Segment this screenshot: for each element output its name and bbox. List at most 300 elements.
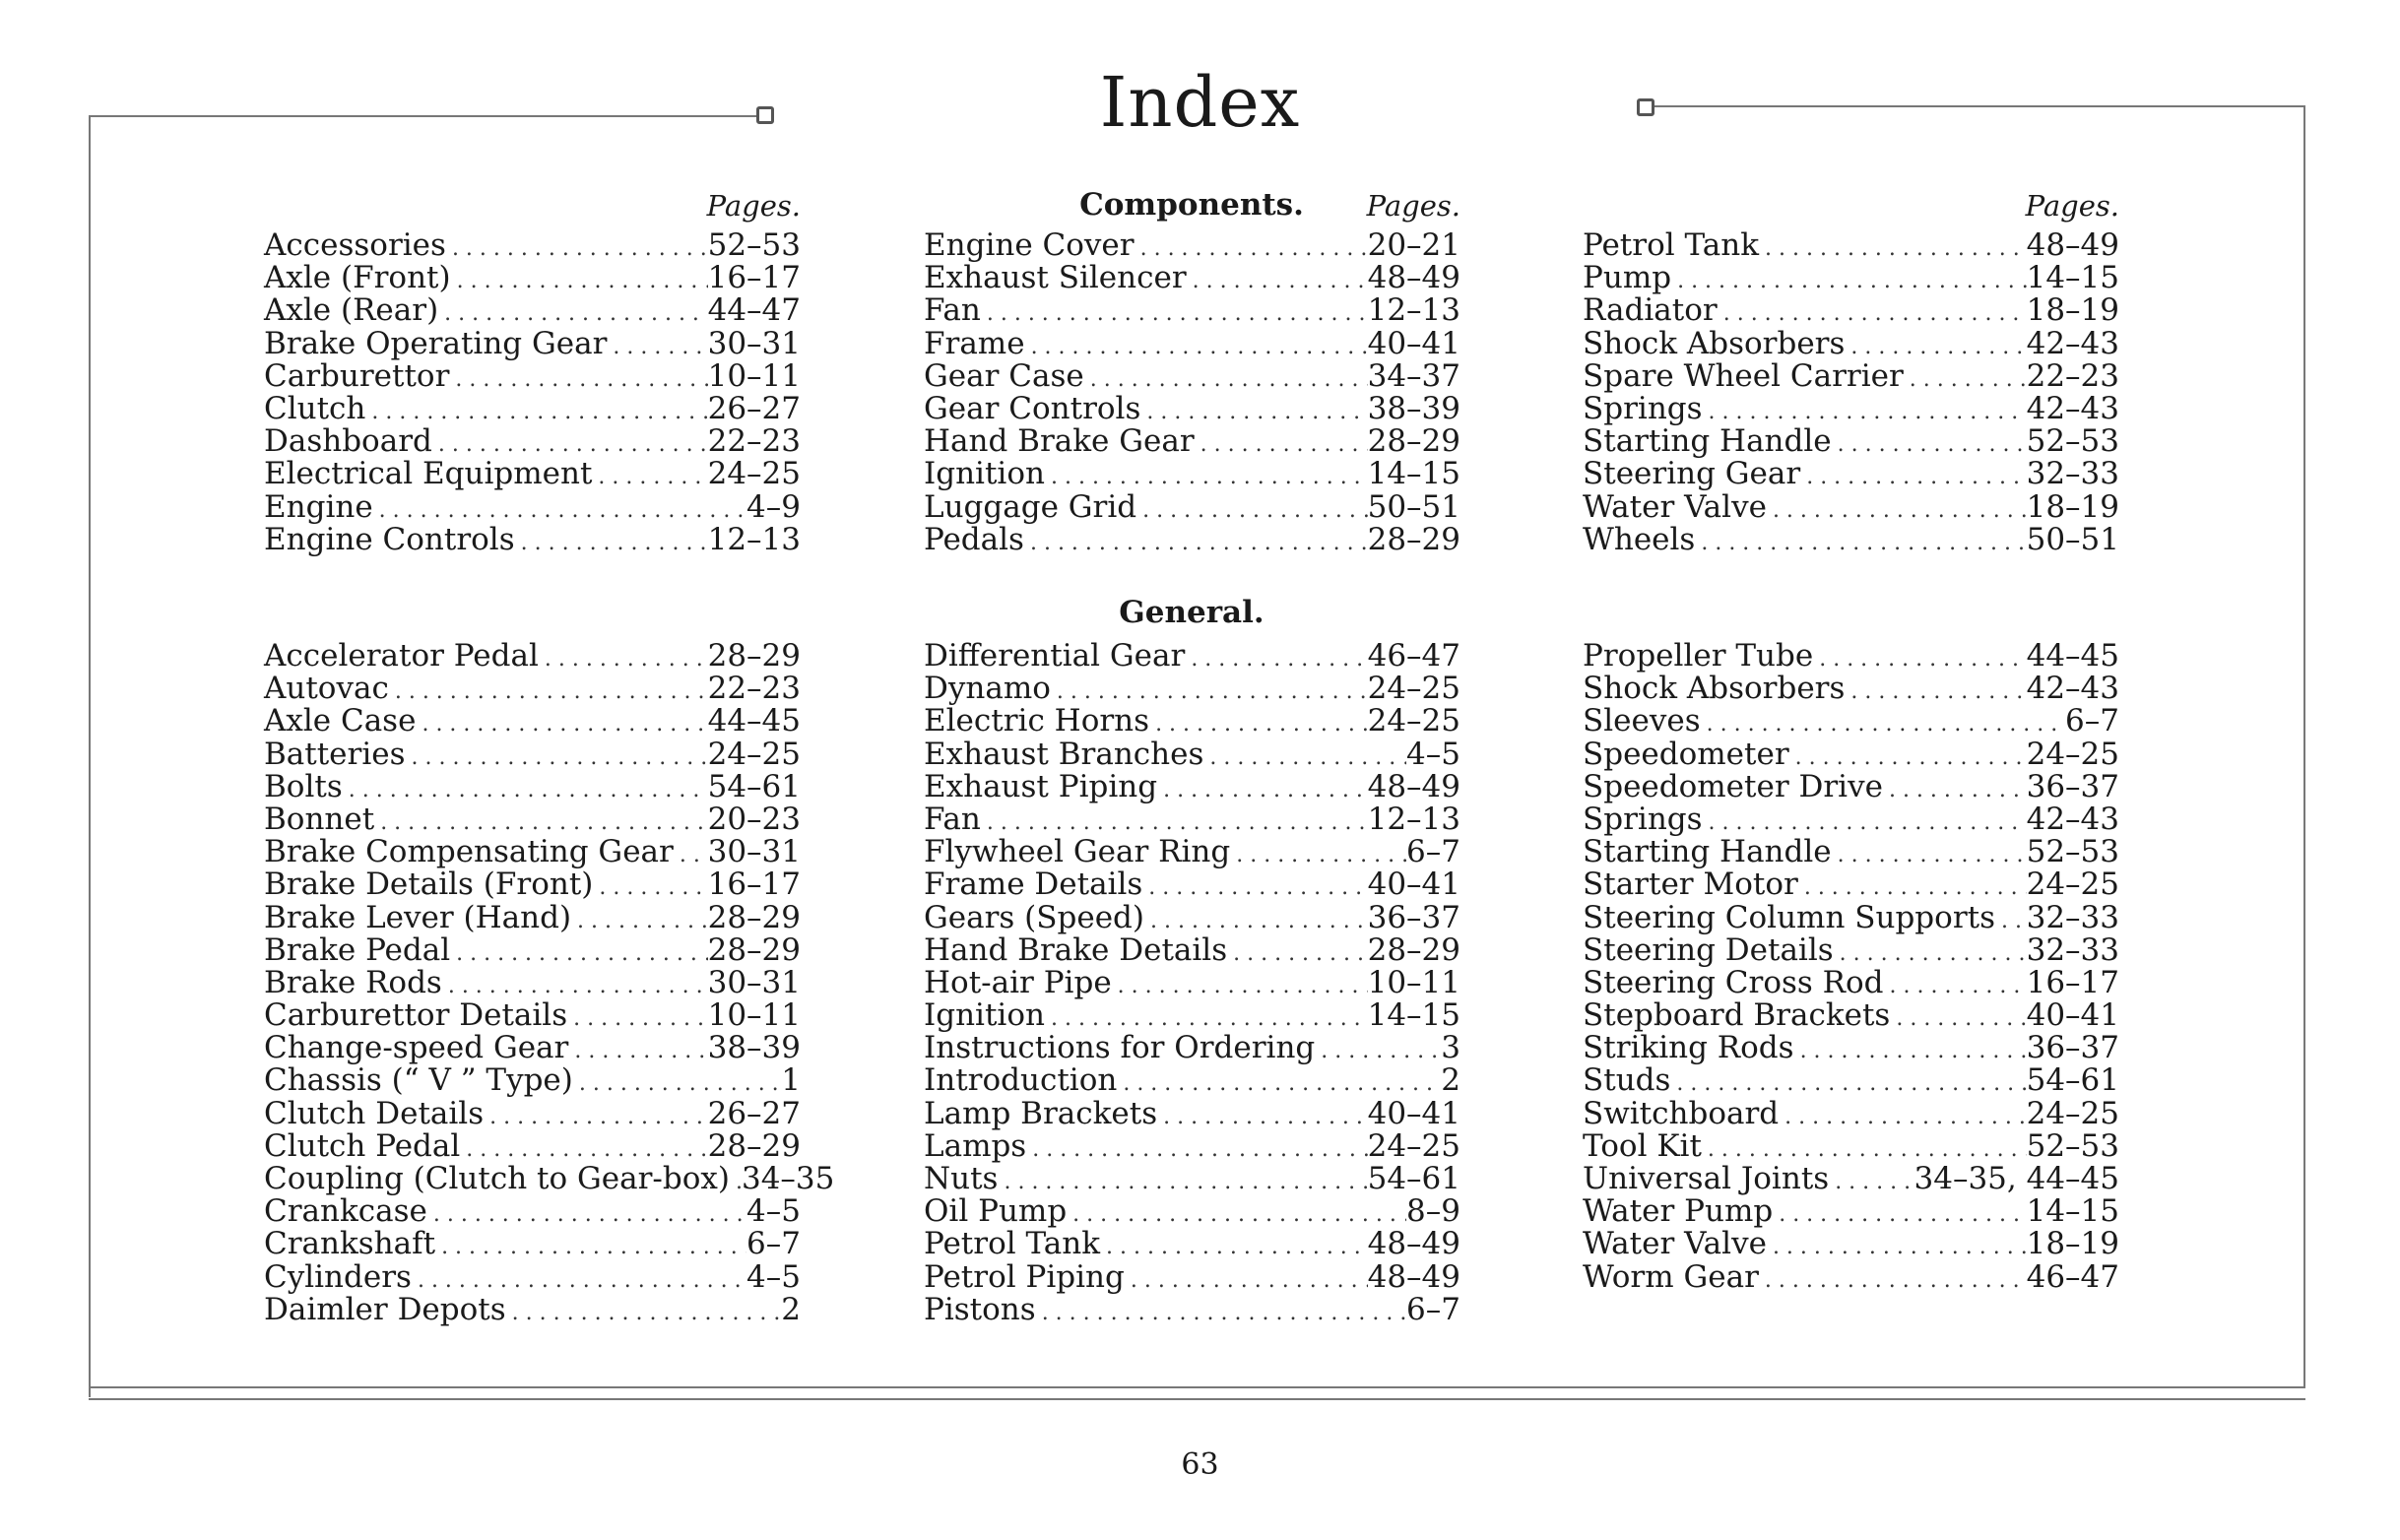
index-entry: [264, 521, 801, 557]
index-entry: [1583, 964, 2119, 1000]
index-entry-label: Springs: [1583, 390, 1703, 426]
index-entry: [1583, 931, 2119, 968]
index-entry-label: Steering Column Supports: [1583, 899, 1995, 935]
index-entry-label: Gear Case: [924, 357, 1084, 394]
index-entry: [924, 999, 1460, 1032]
index-entry-label: Axle (Front): [264, 260, 451, 296]
index-entry: [264, 899, 801, 935]
index-entry: [1583, 229, 2119, 262]
index-entry-pages: 52–53: [2026, 1127, 2119, 1164]
index-entry-pages: 28–29: [707, 899, 801, 935]
index-entry: [924, 899, 1460, 935]
index-entry-label: Propeller Tube: [1583, 638, 1814, 674]
dot-leader: [1142, 871, 1367, 904]
index-entry-label: Pump: [1583, 260, 1672, 296]
index-entry-label: Electrical Equipment: [264, 456, 593, 492]
index-entry-pages: 3: [1441, 1030, 1460, 1066]
index-entry-pages: 36–37: [1367, 899, 1460, 935]
dot-leader: [1884, 970, 2027, 1002]
index-entry: [1583, 1064, 2119, 1097]
index-entry-pages: 26–27: [707, 1095, 801, 1131]
index-entry-label: Hand Brake Gear: [924, 423, 1195, 460]
index-entry-pages: 28–29: [1367, 521, 1460, 557]
index-entry: [1583, 458, 2119, 490]
index-entry-pages: 38–39: [1367, 390, 1460, 426]
index-entry-label: Worm Gear: [1583, 1258, 1759, 1295]
index-entry: [264, 868, 801, 901]
index-entry-pages: 16–17: [707, 866, 801, 903]
index-entry: [264, 803, 801, 836]
index-entry-label: Studs: [1583, 1062, 1671, 1099]
index-entry: [264, 964, 801, 1000]
frame-top-left-rule: [89, 115, 756, 117]
index-entry-label: Differential Gear: [924, 638, 1186, 674]
index-entry: [1583, 1032, 2119, 1064]
dot-leader: [1832, 839, 2027, 871]
dot-leader: [539, 643, 708, 675]
index-entry: [924, 1064, 1460, 1097]
index-entry: [924, 425, 1460, 458]
index-entry: [1583, 1258, 2119, 1295]
dot-leader: [1759, 232, 2027, 265]
index-entry-pages: 48–49: [1367, 260, 1460, 296]
dot-leader: [449, 363, 707, 396]
dot-leader: [1995, 905, 2027, 937]
index-entry-label: Bolts: [264, 768, 343, 804]
index-entry: [264, 1161, 835, 1196]
dot-leader: [1157, 774, 1368, 806]
index-entry: [924, 640, 1460, 673]
index-entry-pages: 24–25: [707, 456, 801, 492]
index-entry-label: Electric Horns: [924, 703, 1150, 739]
index-entry-label: Batteries: [264, 736, 406, 772]
index-entry-pages: 20–23: [707, 801, 801, 837]
index-entry-pages: 6–7: [746, 1226, 801, 1262]
index-entry-pages: 42–43: [2026, 390, 2119, 426]
index-entry-pages: 28–29: [1367, 931, 1460, 968]
index-entry: [1583, 294, 2119, 327]
index-entry-label: Brake Operating Gear: [264, 325, 608, 361]
dot-leader: [451, 265, 708, 297]
index-entry: [264, 294, 801, 327]
index-entry-pages: 22–23: [2026, 357, 2119, 394]
index-entry-pages: 34–35: [741, 1161, 835, 1196]
frame-top-right-rule: [1651, 105, 2305, 107]
index-entry-pages: 28–29: [707, 931, 801, 968]
index-entry: [924, 868, 1460, 901]
index-entry-pages: 24–25: [2026, 736, 2119, 772]
dot-leader: [1100, 1231, 1368, 1263]
index-entry-label: Frame Details: [924, 866, 1143, 903]
dot-leader: [1187, 265, 1368, 297]
index-entry: [924, 1127, 1460, 1164]
index-entry: [1583, 999, 2119, 1032]
index-entry: [1583, 357, 2119, 394]
dot-leader: [435, 1231, 746, 1263]
index-entry-label: Wheels: [1583, 521, 1696, 557]
index-entry-label: Stepboard Brackets: [1583, 997, 1891, 1034]
index-entry-label: Steering Details: [1583, 931, 1834, 968]
index-entry-label: Brake Pedal: [264, 931, 451, 968]
index-entry: [924, 357, 1460, 394]
index-entry-pages: 26–27: [707, 390, 801, 426]
index-entry-label: Brake Details (Front): [264, 866, 594, 903]
index-entry-label: Dynamo: [924, 671, 1051, 707]
index-entry-pages: 40–41: [1367, 866, 1460, 903]
dot-leader: [1759, 1264, 2027, 1297]
index-entry: [924, 1258, 1460, 1295]
components-list-col1: [264, 229, 801, 556]
index-entry-pages: 48–49: [1367, 768, 1460, 804]
dot-leader: [1890, 1002, 2026, 1035]
section-heading-components: Components.: [1079, 187, 1304, 223]
dot-leader: [1845, 675, 2026, 708]
index-entry-pages: 54–61: [707, 768, 801, 804]
index-entry: [1583, 768, 2119, 804]
index-entry-label: Petrol Tank: [1583, 227, 1760, 263]
index-entry: [264, 705, 801, 738]
index-entry-pages: 32–33: [2026, 931, 2119, 968]
index-entry-pages: 28–29: [1367, 423, 1460, 460]
index-entry-label: Speedometer Drive: [1583, 768, 1883, 804]
index-entry: [264, 458, 801, 490]
index-entry-label: Cylinders: [264, 1258, 412, 1295]
index-entry-pages: 28–29: [707, 638, 801, 674]
index-entry-pages: 40–41: [1367, 325, 1460, 361]
index-entry-pages: 22–23: [707, 671, 801, 707]
index-entry: [1583, 705, 2119, 738]
index-entry-label: Engine Cover: [924, 227, 1135, 263]
dot-leader: [607, 331, 707, 363]
index-entry-label: Tool Kit: [1583, 1127, 1702, 1164]
index-entry-label: Carburettor: [264, 357, 450, 394]
index-entry: [924, 521, 1460, 557]
dot-leader: [568, 1035, 707, 1067]
index-entry: [924, 964, 1460, 1000]
index-entry: [1583, 1127, 2119, 1164]
index-entry-pages: 30–31: [707, 325, 801, 361]
index-entry-label: Petrol Tank: [924, 1226, 1101, 1262]
index-entry-pages: 50–51: [1367, 488, 1460, 525]
index-entry-label: Starting Handle: [1583, 834, 1832, 870]
index-entry-pages: 54–61: [2026, 1062, 2119, 1099]
index-entry-label: Change-speed Gear: [264, 1030, 569, 1066]
dot-leader: [1794, 1035, 2027, 1067]
index-entry-pages: 2: [781, 1291, 801, 1327]
index-entry-pages: 20–21: [1367, 227, 1460, 263]
index-entry-label: Bonnet: [264, 801, 375, 837]
dot-leader: [1157, 1101, 1367, 1133]
index-entry-label: Fan: [924, 801, 981, 837]
index-entry-label: Dashboard: [264, 423, 432, 460]
index-entry: [924, 738, 1460, 771]
index-entry-pages: 36–37: [2026, 768, 2119, 804]
index-entry: [1583, 868, 2119, 901]
index-entry-pages: 18–19: [2026, 292, 2119, 329]
index-entry: [264, 1195, 801, 1228]
index-entry-pages: 48–49: [1367, 1226, 1460, 1262]
dot-leader: [1829, 1166, 1914, 1198]
general-list-col3: [1583, 640, 2119, 1294]
index-entry-label: Exhaust Piping: [924, 768, 1158, 804]
index-entry-pages: 48–49: [2026, 227, 2119, 263]
frame-right-rule: [2303, 105, 2305, 1386]
index-entry-label: Brake Lever (Hand): [264, 899, 572, 935]
dot-leader: [1832, 428, 2027, 461]
index-entry-pages: 48–49: [1367, 1258, 1460, 1295]
dot-leader: [446, 232, 708, 265]
index-entry: [1583, 488, 2119, 525]
index-entry-label: Speedometer: [1583, 736, 1789, 772]
index-entry-label: Oil Pump: [924, 1193, 1068, 1230]
index-entry: [264, 999, 801, 1032]
index-entry-label: Spare Wheel Carrier: [1583, 357, 1904, 394]
index-entry-pages: 42–43: [2026, 325, 2119, 361]
index-entry-pages: 10–11: [707, 357, 801, 394]
index-entry-pages: 4–9: [746, 488, 801, 525]
index-entry-pages: 14–15: [2026, 260, 2119, 296]
index-entry-pages: 54–61: [1367, 1161, 1460, 1196]
index-entry-label: Clutch: [264, 390, 366, 426]
index-entry: [924, 1095, 1460, 1131]
index-entry-label: Starting Handle: [1583, 423, 1832, 460]
index-entry-pages: 42–43: [2026, 671, 2119, 707]
index-entry-pages: 30–31: [707, 964, 801, 1000]
index-entry-label: Crankshaft: [264, 1226, 436, 1262]
index-entry-label: Exhaust Branches: [924, 736, 1204, 772]
general-list-col2: [924, 640, 1460, 1326]
index-entry: [264, 1258, 801, 1295]
index-entry-pages: 24–25: [2026, 866, 2119, 903]
index-entry-label: Ignition: [924, 997, 1045, 1034]
index-entry-pages: 44–45: [2026, 638, 2119, 674]
index-entry-pages: 6–7: [2065, 703, 2119, 739]
dot-leader: [343, 774, 708, 806]
dot-leader: [730, 1166, 742, 1198]
page-number: 63: [1181, 1447, 1219, 1482]
dot-leader: [1036, 1297, 1406, 1329]
index-entry: [264, 425, 801, 458]
index-entry-pages: 30–31: [707, 834, 801, 870]
index-entry-pages: 34–35, 44–45: [1914, 1161, 2119, 1196]
dot-leader: [406, 741, 708, 774]
index-entry: [924, 1032, 1460, 1064]
index-entry-pages: 10–11: [1367, 964, 1460, 1000]
index-entry-pages: 14–15: [1367, 997, 1460, 1034]
index-entry-label: Engine Controls: [264, 521, 515, 557]
index-entry: [264, 836, 801, 868]
index-entry-label: Introduction: [924, 1062, 1118, 1099]
index-entry-pages: 52–53: [707, 227, 801, 263]
index-entry: [264, 1095, 801, 1131]
dot-leader: [1125, 1264, 1368, 1297]
index-entry: [264, 1228, 801, 1260]
pages-heading: Pages.: [1366, 189, 1460, 223]
index-entry: [264, 738, 801, 771]
index-entry: [1583, 640, 2119, 673]
dot-leader: [1773, 1198, 2026, 1231]
index-entry-label: Clutch Details: [264, 1095, 485, 1131]
index-entry: [924, 673, 1460, 705]
index-entry-label: Luggage Grid: [924, 488, 1137, 525]
index-entry-label: Gears (Speed): [924, 899, 1144, 935]
index-entry-pages: 24–25: [1367, 671, 1460, 707]
index-entry-label: Steering Cross Rod: [1583, 964, 1884, 1000]
index-entry: [924, 768, 1460, 804]
index-entry-label: Axle Case: [264, 703, 417, 739]
index-entry: [264, 1291, 801, 1327]
index-entry: [924, 1228, 1460, 1260]
index-entry: [924, 458, 1460, 490]
index-entry: [264, 1032, 801, 1064]
dot-leader: [1024, 527, 1368, 559]
index-entry-pages: 34–37: [1367, 357, 1460, 394]
index-entry-pages: 52–53: [2026, 834, 2119, 870]
dot-leader: [1067, 1198, 1406, 1231]
index-entry: [924, 390, 1460, 426]
index-entry: [1583, 1228, 2119, 1260]
index-entry: [264, 325, 801, 361]
dot-leader: [1136, 494, 1367, 527]
index-entry: [924, 262, 1460, 294]
index-entry-label: Springs: [1583, 801, 1703, 837]
index-entry-label: Brake Rods: [264, 964, 442, 1000]
dot-leader: [1026, 1133, 1367, 1166]
index-entry-label: Brake Compensating Gear: [264, 834, 674, 870]
index-entry: [1583, 803, 2119, 836]
index-entry-label: Crankcase: [264, 1193, 427, 1230]
index-entry-label: Carburettor Details: [264, 997, 568, 1034]
index-entry: [1583, 673, 2119, 705]
dot-leader: [674, 839, 708, 871]
index-entry-pages: 24–25: [707, 736, 801, 772]
dot-leader: [416, 708, 707, 740]
index-entry: [1583, 1095, 2119, 1131]
index-entry: [1583, 836, 2119, 868]
components-list-col3: [1583, 229, 2119, 556]
index-entry-pages: 24–25: [2026, 1095, 2119, 1131]
index-entry-pages: 32–33: [2026, 456, 2119, 492]
dot-leader: [506, 1297, 782, 1329]
index-entry: [264, 390, 801, 426]
index-entry: [1583, 262, 2119, 294]
page-title: Index: [1099, 62, 1301, 143]
index-entry: [924, 705, 1460, 738]
index-entry-pages: 24–25: [1367, 1127, 1460, 1164]
index-entry-pages: 52–53: [2026, 423, 2119, 460]
index-entry-label: Accessories: [264, 227, 446, 263]
index-entry-pages: 2: [1441, 1062, 1460, 1099]
index-entry-label: Pedals: [924, 521, 1024, 557]
index-entry-label: Nuts: [924, 1161, 999, 1196]
dot-leader: [1227, 937, 1367, 970]
index-entry: [264, 488, 801, 525]
index-entry: [1583, 325, 2119, 361]
index-entry: [264, 673, 801, 705]
index-entry: [264, 1064, 801, 1097]
index-entry: [264, 262, 801, 294]
index-entry-label: Switchboard: [1583, 1095, 1780, 1131]
index-entry: [924, 294, 1460, 327]
index-entry: [1583, 1195, 2119, 1228]
index-entry-label: Water Pump: [1583, 1193, 1774, 1230]
index-entry-pages: 18–19: [2026, 488, 2119, 525]
section-heading-general: General.: [1119, 595, 1265, 630]
index-entry-pages: 10–11: [707, 997, 801, 1034]
index-entry-pages: 38–39: [707, 1030, 801, 1066]
dot-leader: [484, 1101, 707, 1133]
index-entry-label: Lamps: [924, 1127, 1027, 1164]
dot-leader: [450, 937, 707, 970]
index-entry: [924, 836, 1460, 868]
index-entry-pages: 50–51: [2026, 521, 2119, 557]
index-entry-label: Accelerator Pedal: [264, 638, 539, 674]
index-entry-label: Engine: [264, 488, 373, 525]
index-entry-label: Shock Absorbers: [1583, 325, 1846, 361]
index-entry-label: Petrol Piping: [924, 1258, 1125, 1295]
pages-heading: Pages.: [706, 189, 801, 223]
index-entry-label: Starter Motor: [1583, 866, 1798, 903]
index-entry-pages: 40–41: [2026, 997, 2119, 1034]
index-entry-pages: 16–17: [2026, 964, 2119, 1000]
index-entry-pages: 6–7: [1406, 834, 1460, 870]
frame-bottom-rule: [89, 1386, 2305, 1400]
index-entry-label: Hand Brake Details: [924, 931, 1228, 968]
frame-ornament-right-icon: [1637, 98, 1654, 116]
index-entry: [1583, 738, 2119, 771]
index-entry-pages: 42–43: [2026, 801, 2119, 837]
index-entry: [264, 357, 801, 394]
dot-leader: [1883, 774, 2027, 806]
index-entry: [924, 1195, 1460, 1228]
index-entry-pages: 36–37: [2026, 1030, 2119, 1066]
dot-leader: [592, 461, 707, 493]
index-entry-label: Frame: [924, 325, 1025, 361]
general-list-col1: [264, 638, 835, 1327]
dot-leader: [567, 1002, 707, 1035]
dot-leader: [1767, 1231, 2027, 1263]
dot-leader: [571, 905, 708, 937]
dot-leader: [1185, 643, 1367, 675]
dot-leader: [1112, 970, 1368, 1002]
index-entry-label: Gear Controls: [924, 390, 1141, 426]
index-entry: [924, 1163, 1460, 1195]
dot-leader: [389, 675, 708, 708]
components-list-col2: [924, 229, 1460, 556]
index-entry-pages: 32–33: [2026, 899, 2119, 935]
index-entry-pages: 24–25: [1367, 703, 1460, 739]
index-entry-pages: 12–13: [1367, 801, 1460, 837]
index-entry-label: Shock Absorbers: [1583, 671, 1846, 707]
index-entry-label: Exhaust Silencer: [924, 260, 1187, 296]
index-entry: [264, 768, 801, 804]
index-entry-pages: 46–47: [2026, 1258, 2119, 1295]
frame-ornament-left-icon: [756, 106, 774, 124]
index-entry-label: Fan: [924, 292, 981, 329]
index-entry-label: Clutch Pedal: [264, 1127, 461, 1164]
index-entry: [924, 325, 1460, 361]
index-entry-label: Flywheel Gear Ring: [924, 834, 1231, 870]
index-entry: [1583, 899, 2119, 935]
dot-leader: [1195, 428, 1368, 461]
index-entry: [264, 229, 801, 262]
index-entry-label: Universal Joints: [1583, 1161, 1830, 1196]
index-entry-label: Axle (Rear): [264, 292, 439, 329]
index-entry-label: Coupling (Clutch to Gear-box): [264, 1161, 730, 1196]
index-entry-pages: 8–9: [1406, 1193, 1460, 1230]
index-entry-label: Ignition: [924, 456, 1045, 492]
dot-leader: [1779, 1101, 2026, 1133]
